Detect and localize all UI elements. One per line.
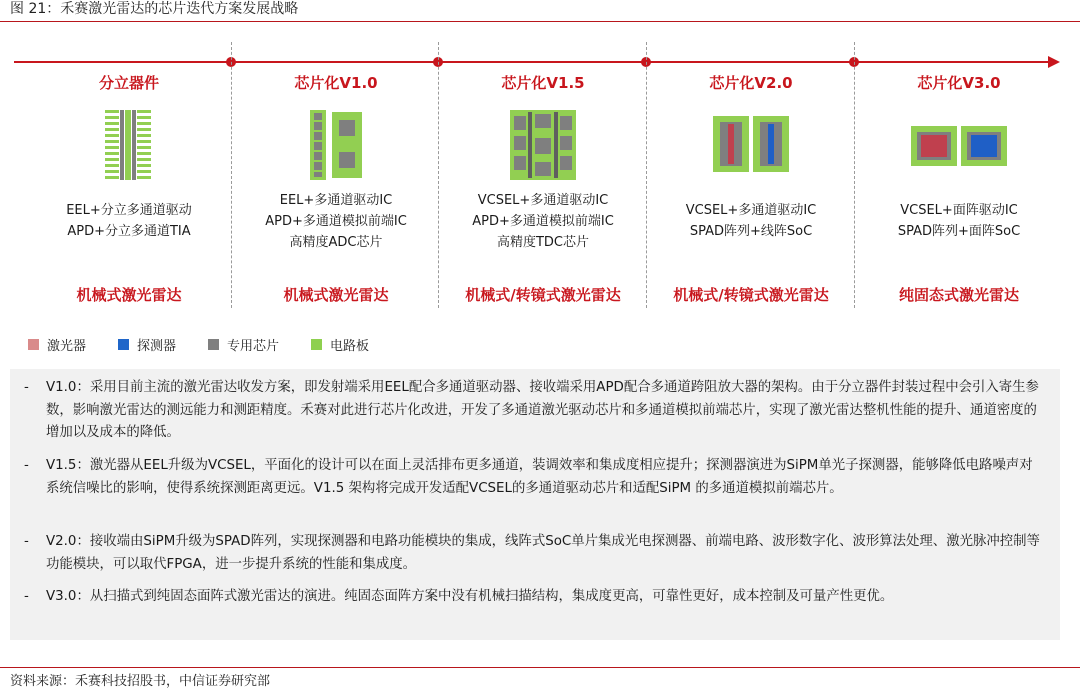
bullet-dash: - [24, 380, 29, 395]
note-v3-0 [24, 586, 1044, 609]
desc-line: VCSEL+面阵驱动IC [900, 203, 1018, 218]
chip-v1-0-image [233, 108, 439, 186]
desc-line: VCSEL+多通道驱动IC [477, 193, 609, 208]
chip-v3-0-icon [909, 108, 1009, 186]
chip-v1-5-icon [508, 108, 578, 186]
stage-v2-0 [648, 68, 854, 312]
bullet-dash: - [24, 458, 29, 473]
note-text: V1.5：激光器从EEL升级为VCSEL，平面化的设计可以在面上灵活排布更多通道，装调效率和集成度相应提升；探测器演进为SiPM单光子探测器，能够降低电路噪声对系统信噪比的影响，使得系统探测距离更远。V1.5 架构将完成开发适配VCSEL的多通道驱动芯片和适配SiPM 的多通道模拟前端芯片。 [46, 458, 1033, 496]
legend-label: 激光器 [47, 338, 87, 354]
stage-lidar-type: 机械式激光雷达 [76, 286, 182, 304]
desc-line: 高精度TDC芯片 [496, 235, 590, 250]
legend [28, 334, 401, 354]
stage-v1-5 [440, 68, 646, 312]
stage-description [856, 200, 1062, 242]
laser-swatch-icon [28, 339, 39, 350]
timeline-axis [14, 56, 1060, 68]
legend-item-detector [118, 335, 176, 354]
desc-line: VCSEL+多通道驱动IC [685, 203, 817, 218]
discrete-components-icon [99, 108, 159, 186]
stage-v3-0 [856, 68, 1062, 312]
stage-separator [854, 42, 855, 308]
legend-label: 专用芯片 [227, 338, 280, 354]
bullet-dash: - [24, 589, 29, 604]
stage-title: 芯片化V3.0 [917, 74, 1001, 92]
board-swatch-icon [311, 339, 322, 350]
bottom-rule [0, 667, 1080, 668]
detector-swatch-icon [118, 339, 129, 350]
asic-swatch-icon [208, 339, 219, 350]
top-rule [0, 21, 1080, 22]
legend-item-laser [28, 335, 86, 354]
note-text: V2.0：接收端由SiPM升级为SPAD阵列，实现探测器和电路功能模块的集成，线阵式SoC单片集成光电探测器、前端电路、波形数字化、波形算法处理、激光脉冲控制等功能模块，可以取代FPGA，进一步提升系统的性能和集成度。 [46, 534, 1040, 572]
stage-lidar-type: 机械式/转镜式激光雷达 [673, 286, 829, 304]
stage-v1-0 [233, 68, 439, 312]
stage-title: 芯片化V1.0 [294, 74, 378, 92]
chip-v3-0-image [856, 108, 1062, 186]
chip-v1-5-image [440, 108, 646, 186]
desc-line: APD+多通道模拟前端IC [265, 214, 407, 229]
desc-line: EEL+多通道驱动IC [279, 193, 393, 208]
desc-line: 高精度ADC芯片 [289, 235, 383, 250]
timeline-arrow-icon [1048, 56, 1060, 68]
legend-item-board [311, 335, 369, 354]
desc-line: SPAD阵列+面阵SoC [897, 224, 1021, 239]
notes-panel [10, 369, 1060, 640]
timeline-line [14, 61, 1048, 63]
stage-title: 分立器件 [98, 74, 159, 92]
chip-v2-0-icon [711, 108, 791, 186]
note-v2-0 [24, 531, 1044, 576]
desc-line: EEL+分立多通道驱动 [66, 203, 192, 218]
stage-description [648, 200, 854, 242]
desc-line: APD+分立多通道TIA [67, 224, 191, 239]
note-text: V1.0：采用目前主流的激光雷达收发方案，即发射端采用EEL配合多通道驱动器、接收端采用APD配合多通道跨阻放大器的架构。由于分立器件封装过程中会引入寄生参数，影响激光雷达的测远能力和测距精度。禾赛对此进行芯片化改进，开发了多通道激光驱动芯片和多通道模拟前端芯片，实现了激光雷达整机性能的提升、通道密度的增加以及成本的降低。 [46, 380, 1039, 440]
stage-description [233, 190, 439, 253]
stage-title: 芯片化V1.5 [501, 74, 585, 92]
note-text: V3.0：从扫描式到纯固态面阵式激光雷达的演进。纯固态面阵方案中没有机械扫描结构，集成度更高，可靠性更好，成本控制及可量产性更优。 [46, 589, 894, 604]
bullet-dash: - [24, 534, 29, 549]
desc-line: SPAD阵列+线阵SoC [689, 224, 813, 239]
stage-separator [646, 42, 647, 308]
chip-v2-0-image [648, 108, 854, 186]
stage-description [26, 200, 232, 242]
stage-discrete [26, 68, 232, 312]
legend-label: 探测器 [137, 338, 177, 354]
desc-line: APD+多通道模拟前端IC [472, 214, 614, 229]
stage-description [440, 190, 646, 253]
stage-title: 芯片化V2.0 [709, 74, 793, 92]
legend-label: 电路板 [330, 338, 370, 354]
stage-lidar-type: 机械式/转镜式激光雷达 [465, 286, 621, 304]
discrete-components-image [26, 108, 232, 186]
figure-title: 图 21：禾赛激光雷达的芯片迭代方案发展战略 [10, 1, 299, 17]
stage-lidar-type: 纯固态式激光雷达 [898, 286, 1019, 304]
stage-lidar-type: 机械式激光雷达 [283, 286, 389, 304]
note-v1-0 [24, 377, 1044, 445]
chip-v1-0-icon [308, 108, 364, 186]
note-v1-5 [24, 455, 1044, 500]
legend-item-asic [208, 335, 279, 354]
source-note: 资料来源：禾赛科技招股书，中信证券研究部 [10, 674, 271, 689]
